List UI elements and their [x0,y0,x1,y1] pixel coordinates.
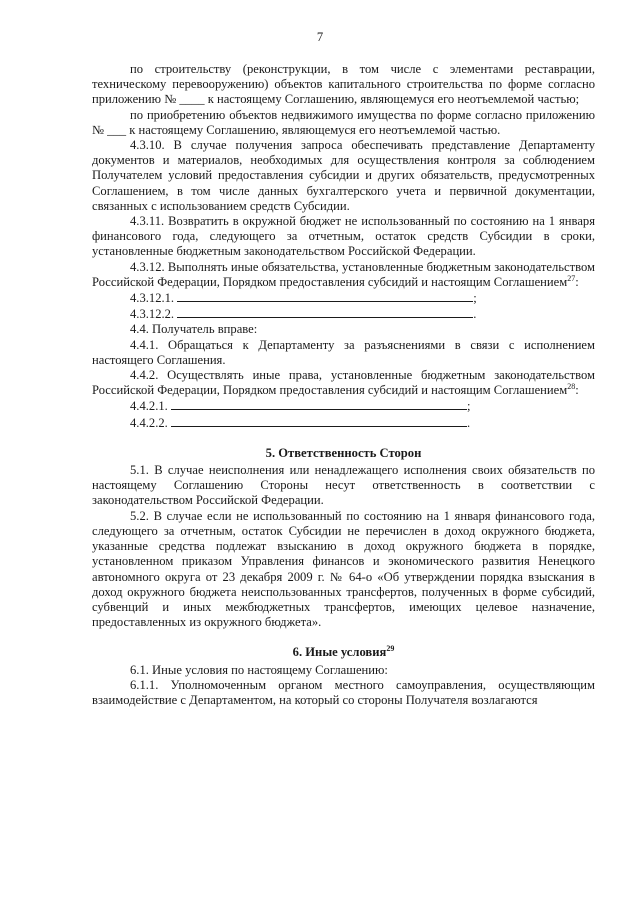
document-body [92,62,595,708]
paragraph-4-3-12 [92,260,595,290]
paragraph-4-3-10: 4.3.10. В случае получения запроса обеспечивать представление Департаменту документов и материалов, необходимых для осуществления контроля за соблюдением Получателем условий предоставления субсидии и других обязательств, предусмотренных Соглашением, в том числе данных бухгалтерского учета и первичной документации, связанных с использованием средств Субсидии. [92,138,595,213]
fill-line-end: . [473,307,477,322]
paragraph-construction-objects: по строительству (реконструкции, в том числе с элементами реставрации, техническому перевооружению) объектов капитального строительства по форме согласно приложению № ____ к настоящему Соглашению, являющемуся его неотъемлемой частью; [92,62,595,107]
fill-line-end: ; [473,291,477,306]
paragraph-5-2: 5.2. В случае если не использованный по состоянию на 1 января финансового года, следующего за отчетным, остаток Субсидии не перечислен в доход окружного бюджета, указанные средства подлежат взысканию в доход окружного бюджета в порядке, установленном приказом Управления финансов и экономического развития Ненецкого автономного округа от 23 декабря 2009 г. № 64-о «Об утверждении порядка взыскания в доход окружного бюджета неиспользованных трансфертов, полученных в форме субсидий, субвенций и иных межбюджетных трансфертов, имеющих целевое назначение, предоставленных из окружного бюджета». [92,508,595,630]
paragraph-6-1-1: 6.1.1. Уполномоченным органом местного самоуправления, осуществляющим взаимодействие с Департаментом, на который со стороны Получателя возлагаются [92,677,595,707]
fill-line-end: . [466,415,471,430]
paragraph-4-4-2-end: : [575,383,579,398]
paragraph-4-3-11: 4.3.11. Возвратить в окружной бюджет не использованный по состоянию на 1 января финансового года, следующего за отчетным, остаток средств Субсидии в сроки, установленные бюджетным законодательством Российской Федерации. [92,214,595,259]
footnote-ref-29: 29 [386,644,395,654]
blank-line [171,415,467,427]
paragraph-4-4: 4.4. Получатель вправе: [130,322,258,337]
paragraph-4-4-2-text: 4.4.2. Осуществлять иные права, установленные бюджетным законодательством Российской Федерации, Порядком предоставления субсидий и настоящим Соглашением [92,368,595,398]
paragraph-real-estate: по приобретению объектов недвижимого имущества по форме согласно приложению № ___ к настоящему Соглашению, являющемуся его неотъемлемой частью. [92,107,595,137]
section-heading-6-text: 6. Иные условия [292,645,387,660]
fill-line-4-3-12-1 [92,290,595,306]
paragraph-5-1: 5.1. В случае неисполнения или ненадлежащего исполнения своих обязательств по настоящему Соглашению Стороны несут ответственность в соответствии с законодательством Российской Федерации. [92,463,595,508]
paragraph-6-1: 6.1. Иные условия по настоящему Соглашению: [130,662,388,677]
page-number: 7 [316,30,324,44]
fill-line-label: 4.4.2.2. [130,415,168,430]
paragraph-4-4-1: 4.4.1. Обращаться к Департаменту за разъяснениями в связи с исполнением настоящего Соглашения. [92,337,595,367]
section-heading-5: 5. Ответственность Сторон [265,445,422,460]
fill-line-label: 4.3.12.2. [130,307,175,322]
blank-line [177,306,473,318]
fill-line-4-3-12-2 [92,306,595,322]
fill-line-label: 4.3.12.1. [130,291,175,306]
fill-line-label: 4.4.2.1. [130,399,168,414]
fill-line-4-4-2-1 [92,398,595,414]
blank-line [177,290,473,302]
footnote-ref-27: 27 [567,273,576,283]
footnote-ref-28: 28 [567,382,576,392]
fill-line-4-4-2-2 [92,415,595,431]
paragraph-4-3-12-end: : [575,274,579,289]
paragraph-4-3-12-text: 4.3.12. Выполнять иные обязательства, установленные бюджетным законодательством Российской Федерации, Порядком предоставления субсидий и настоящим Соглашением [92,259,595,289]
blank-line [171,398,467,410]
section-heading-6 [92,645,595,660]
paragraph-4-4-2 [92,368,595,398]
fill-line-end: ; [466,399,471,414]
